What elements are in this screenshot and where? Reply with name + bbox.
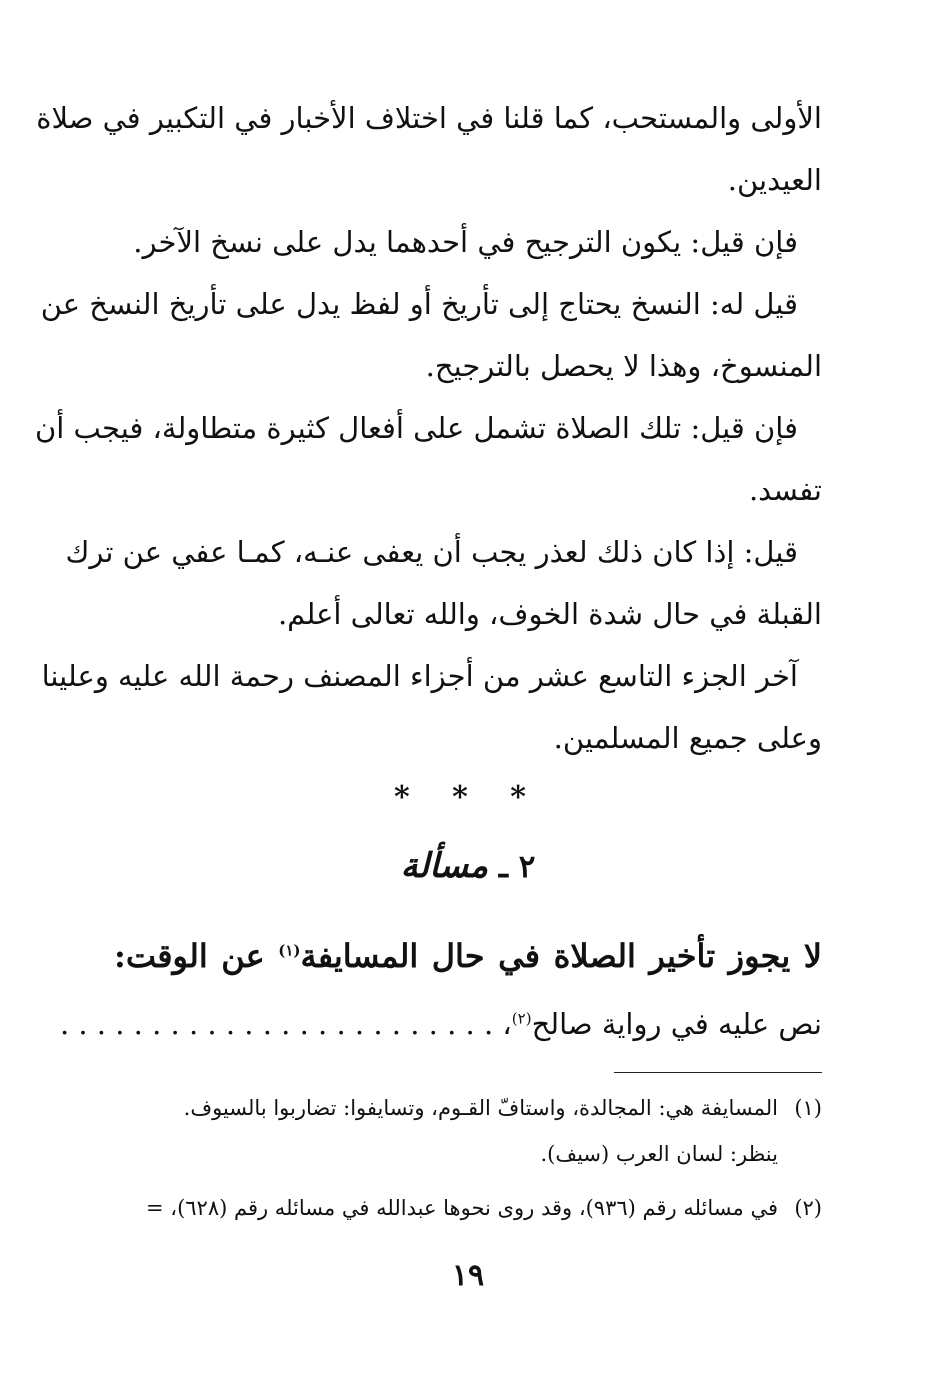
body-line-3: فإن قيل: يكون الترجيح في أحدهما يدل على نسخ الآخر. [133, 225, 798, 259]
leader-dots: . . . . . . . . . . . . . . . . . . . . . . . . [59, 1007, 494, 1041]
body-line-1: الأولى والمستحب، كما قلنا في اختلاف الأخبار في التكبير في صلاة [36, 101, 822, 135]
text-line-start: نص عليه في رواية صالح [531, 1007, 822, 1041]
section-title [0, 846, 936, 886]
heading-text-end: عن الوقت: [114, 937, 279, 975]
issue-heading [114, 934, 822, 978]
footnote-1-number: (١) [794, 1096, 822, 1120]
footnote-1-line-2: ينظر: لسان العرب (سيف). [540, 1142, 778, 1166]
body-line-9: القبلة في حال شدة الخوف، والله تعالى أعلم. [277, 597, 822, 631]
footnote-ref-2[interactable]: (٢) [511, 1009, 532, 1028]
footnote-2 [114, 1194, 822, 1222]
footnote-divider [614, 1072, 822, 1073]
section-word: مسألة [400, 846, 489, 886]
body-line-8: قيل: إذا كان ذلك لعذر يجب أن يعفى عنـه، كمـا عفي عن ترك [65, 535, 798, 569]
body-line-2: العيدين. [727, 163, 822, 197]
section-separator: * * * [394, 780, 542, 815]
footnote-2-line-1: في مسائله رقم (٩٣٦)، وقد روى نحوها عبدالله في مسائله رقم (٦٢٨)، = [146, 1196, 778, 1220]
body-line-5: المنسوخ، وهذا لا يحصل بالترجيح. [425, 349, 822, 383]
footnote-1-line-1: المسايفة هي: المجالدة، واستافّ القـوم، وتسايفوا: تضاربوا بالسيوف. [183, 1096, 778, 1120]
text-line-with-dots [59, 1004, 822, 1044]
footnote-1 [114, 1094, 822, 1122]
body-line-4: قيل له: النسخ يحتاج إلى تأريخ أو لفظ يدل على تأريخ النسخ عن [40, 287, 798, 321]
section-number: ٢ ـ [498, 849, 536, 885]
heading-text-start: لا يجوز تأخير الصلاة في حال المسايفة [300, 937, 823, 975]
body-line-6: فإن قيل: تلك الصلاة تشمل على أفعال كثيرة متطاولة، فيجب أن [34, 411, 798, 445]
footnote-1-continued [114, 1140, 778, 1168]
footnote-2-number: (٢) [794, 1196, 822, 1220]
body-line-10: آخر الجزء التاسع عشر من أجزاء المصنف رحمة الله عليه وعلينا [41, 659, 798, 693]
body-line-11: وعلى جميع المسلمين. [553, 721, 822, 755]
text-line-comma: ، [502, 1007, 512, 1041]
page-number: ١٩ [451, 1258, 485, 1293]
body-line-7: تفسد. [748, 473, 822, 507]
footnote-ref-1[interactable]: (١) [278, 941, 301, 960]
